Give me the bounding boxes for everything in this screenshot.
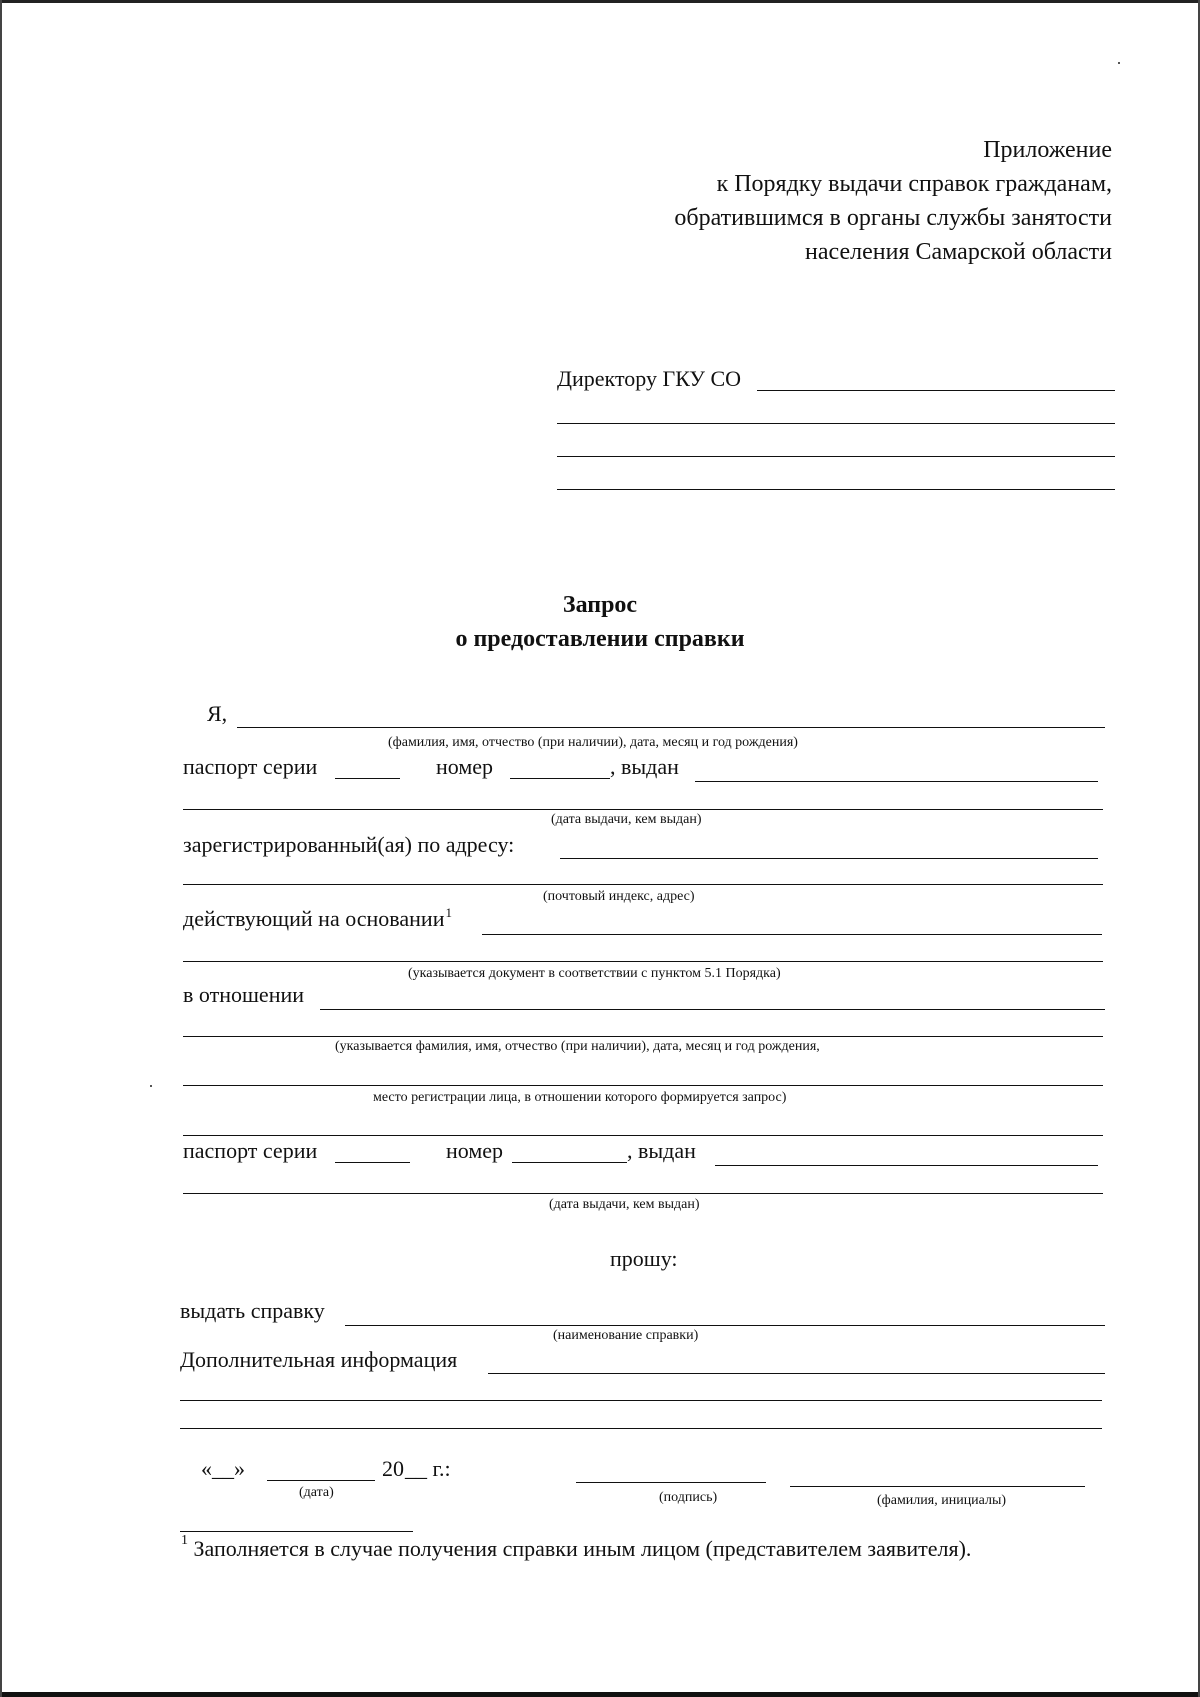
person-caption-2: место регистрации лица, в отношении которого формируется запрос) bbox=[373, 1090, 787, 1105]
registered-label: зарегистрированный(ая) по адресу: bbox=[183, 832, 515, 857]
basis-document-field-line-2[interactable] bbox=[183, 961, 1103, 962]
document-subtitle: о предоставлении справки bbox=[455, 626, 745, 652]
regarding-label: в отношении bbox=[183, 982, 305, 1007]
passport-number-field[interactable] bbox=[510, 778, 610, 779]
date-year-prefix: 20 bbox=[382, 1456, 404, 1481]
date-caption: (дата) bbox=[299, 1485, 334, 1500]
certificate-caption: (наименование справки) bbox=[553, 1328, 699, 1343]
address-caption: (почтовый индекс, адрес) bbox=[543, 889, 695, 904]
address-field-line-2[interactable] bbox=[183, 884, 1103, 885]
person-field[interactable] bbox=[320, 1009, 1105, 1010]
passport-issued-field-2-line-2[interactable] bbox=[183, 1193, 1103, 1194]
address-field[interactable] bbox=[560, 858, 1098, 859]
addressee-field-line-3[interactable] bbox=[557, 456, 1115, 457]
passport-issued-field-line-2[interactable] bbox=[183, 809, 1103, 810]
issue-caption: (дата выдачи, кем выдан) bbox=[551, 812, 702, 827]
passport-series-label: паспорт серии bbox=[183, 754, 318, 779]
signature-caption: (подпись) bbox=[659, 1490, 718, 1505]
i-label: Я, bbox=[207, 701, 228, 726]
scan-edge-bottom bbox=[0, 1692, 1200, 1697]
passport-series-label-2: паспорт серии bbox=[183, 1138, 318, 1163]
scan-edge-left bbox=[0, 0, 2, 1697]
annex-line: обратившимся в органы службы занятости bbox=[674, 205, 1112, 231]
additional-info-field-line-2[interactable] bbox=[180, 1400, 1102, 1401]
additional-info-field-line-3[interactable] bbox=[180, 1428, 1102, 1429]
scan-speck bbox=[1118, 62, 1120, 64]
issue-certificate-label: выдать справку bbox=[180, 1298, 325, 1323]
passport-number-label-2: номер bbox=[446, 1138, 504, 1163]
passport-issued-field[interactable] bbox=[695, 781, 1098, 782]
fio-caption: (фамилия, имя, отчество (при наличии), дата, месяц и год рождения) bbox=[388, 735, 798, 750]
date-day: «__» bbox=[201, 1456, 245, 1481]
certificate-name-field[interactable] bbox=[345, 1325, 1105, 1326]
addressee-label: Директору ГКУ СО bbox=[557, 366, 742, 391]
signature-field[interactable] bbox=[576, 1482, 766, 1483]
annex-header bbox=[674, 133, 1112, 269]
issue-caption-2: (дата выдачи, кем выдан) bbox=[549, 1197, 700, 1212]
scan-speck bbox=[150, 1085, 152, 1087]
basis-document-field[interactable] bbox=[482, 934, 1102, 935]
additional-info-field[interactable] bbox=[488, 1373, 1105, 1374]
request-word: прошу: bbox=[610, 1246, 678, 1271]
acting-basis-label: действующий на основании$^1$ bbox=[183, 905, 452, 931]
name-caption: (фамилия, инициалы) bbox=[877, 1493, 1007, 1508]
fio-field[interactable] bbox=[237, 727, 1105, 728]
passport-number-label: номер bbox=[436, 754, 494, 779]
passport-issued-label: , выдан bbox=[610, 754, 679, 779]
name-initials-field[interactable] bbox=[790, 1486, 1085, 1487]
passport-issued-field-2[interactable] bbox=[715, 1165, 1098, 1166]
date-year-suffix: __ г.: bbox=[405, 1456, 451, 1481]
date-month-field[interactable] bbox=[267, 1480, 375, 1481]
document-caption: (указывается документ в соответствии с пунктом 5.1 Порядка) bbox=[408, 966, 781, 981]
annex-line: Приложение bbox=[983, 137, 1112, 163]
footnote-text: Заполняется в случае получения справки иным лицом (представителем заявителя). bbox=[193, 1536, 972, 1561]
passport-series-field-2[interactable] bbox=[335, 1162, 410, 1163]
footnote-mark: 1 bbox=[181, 1533, 188, 1548]
passport-series-field[interactable] bbox=[335, 778, 400, 779]
person-caption-1: (указывается фамилия, имя, отчество (при наличии), дата, месяц и год рождения, bbox=[335, 1039, 820, 1054]
annex-line: населения Самарской области bbox=[805, 239, 1112, 265]
annex-line: к Порядку выдачи справок гражданам, bbox=[716, 171, 1112, 197]
scan-edge-top bbox=[0, 0, 1200, 3]
footnote-separator bbox=[180, 1531, 413, 1532]
passport-issued-label-2: , выдан bbox=[627, 1138, 696, 1163]
additional-info-label: Дополнительная информация bbox=[180, 1347, 458, 1372]
document-title: Запрос bbox=[562, 592, 638, 618]
person-field-line-4[interactable] bbox=[183, 1135, 1103, 1136]
footnote-ref: 1 bbox=[445, 905, 452, 920]
addressee-field-line-2[interactable] bbox=[557, 423, 1115, 424]
footnote bbox=[180, 1533, 972, 1561]
addressee-field[interactable] bbox=[757, 390, 1115, 391]
person-field-line-3[interactable] bbox=[183, 1085, 1103, 1086]
person-field-line-2[interactable] bbox=[183, 1036, 1103, 1037]
passport-number-field-2[interactable] bbox=[512, 1162, 627, 1163]
addressee-field-line-4[interactable] bbox=[557, 489, 1115, 490]
